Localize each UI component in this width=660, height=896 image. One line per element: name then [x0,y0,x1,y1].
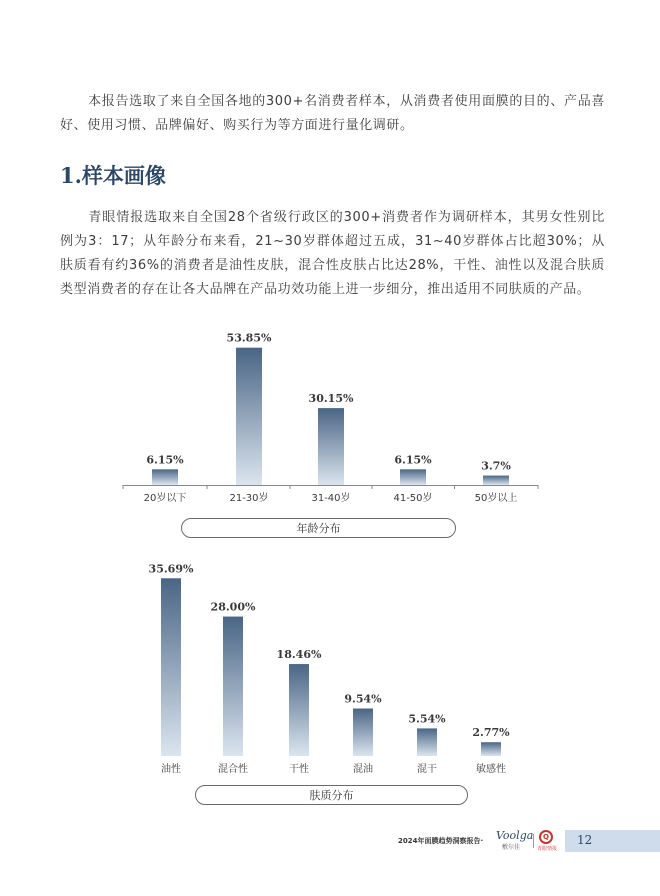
partner-logo-icon: Q [539,830,553,844]
skin-type-distribution-chart [149,562,511,775]
age-chart-title: 年龄分布 [181,518,456,538]
body-paragraph: 青眼情报选取来自全国28个省级行政区的300+消费者作为调研样本，其男女性别比例为3：17；从年龄分布来看，21~30岁群体超过五成，31~40岁群体占比超30%；从肤质看有约36%的消费者是油性皮肤，混合性皮肤占比达28%，干性、油性以及混合肤质类型消费者的存在让各大品牌在产品功效功能上进一步细分，推出适用不同肤质的产品。 [60,210,605,297]
age-bar-5 [483,476,509,485]
skin-bar-5 [417,728,437,756]
skin-value-label-1: 35.69% [148,562,194,576]
skin-bar-3 [289,664,309,756]
skin-bar-6 [481,742,501,756]
skin-chart-title: 肤质分布 [195,785,468,805]
section-title: 1.样本画像 [60,163,166,188]
intro-paragraph: 本报告选取了来自全国各地的300+名消费者样本，从消费者使用面膜的目的、产品喜好、使用习惯、品牌偏好、购买行为等方面进行量化调研。 [60,94,605,133]
age-bar-3 [318,408,344,485]
skin-category-label-1: 油性 [161,764,181,775]
page-number-band [565,830,660,852]
age-bar-2 [236,348,262,485]
skin-category-label-3: 干性 [289,764,309,775]
skin-value-label-5: 5.54% [408,712,446,726]
partner-subtitle: 青眼情报 [537,846,558,852]
skin-bar-2 [223,617,243,756]
skin-value-label-6: 2.77% [472,726,510,740]
age-category-label-2: 21-30岁 [229,493,269,504]
skin-value-label-4: 9.54% [344,692,382,706]
age-value-label-5: 3.7% [481,459,511,473]
age-bar-1 [152,469,178,485]
brand-subtitle: 敷尔佳 [502,844,521,851]
skin-category-label-6: 敏感性 [476,764,506,775]
page-footer [0,830,660,852]
age-category-label-3: 31-40岁 [311,493,351,504]
skin-category-label-5: 混干 [417,764,437,775]
report-title: 2024年面膜趋势洞察报告· [398,837,484,845]
skin-value-label-2: 28.00% [210,600,256,614]
brand-logo: Voolga [496,829,534,842]
skin-category-label-4: 混油 [353,764,373,775]
skin-value-label-3: 18.46% [276,648,322,662]
age-value-label-4: 6.15% [394,453,432,467]
skin-bar-4 [353,708,373,756]
age-distribution-chart [123,332,538,504]
skin-bar-1 [161,578,181,756]
page-number: 12 [577,833,593,847]
skin-category-label-2: 混合性 [218,764,248,775]
age-value-label-2: 53.85% [226,331,272,345]
age-value-label-1: 6.15% [146,453,184,467]
footer-divider [533,834,534,848]
age-value-label-3: 30.15% [308,392,354,406]
age-bar-4 [400,469,426,485]
age-category-label-5: 50岁以上 [474,493,518,504]
age-category-label-1: 20岁以下 [143,493,187,504]
age-category-label-4: 41-50岁 [393,493,433,504]
